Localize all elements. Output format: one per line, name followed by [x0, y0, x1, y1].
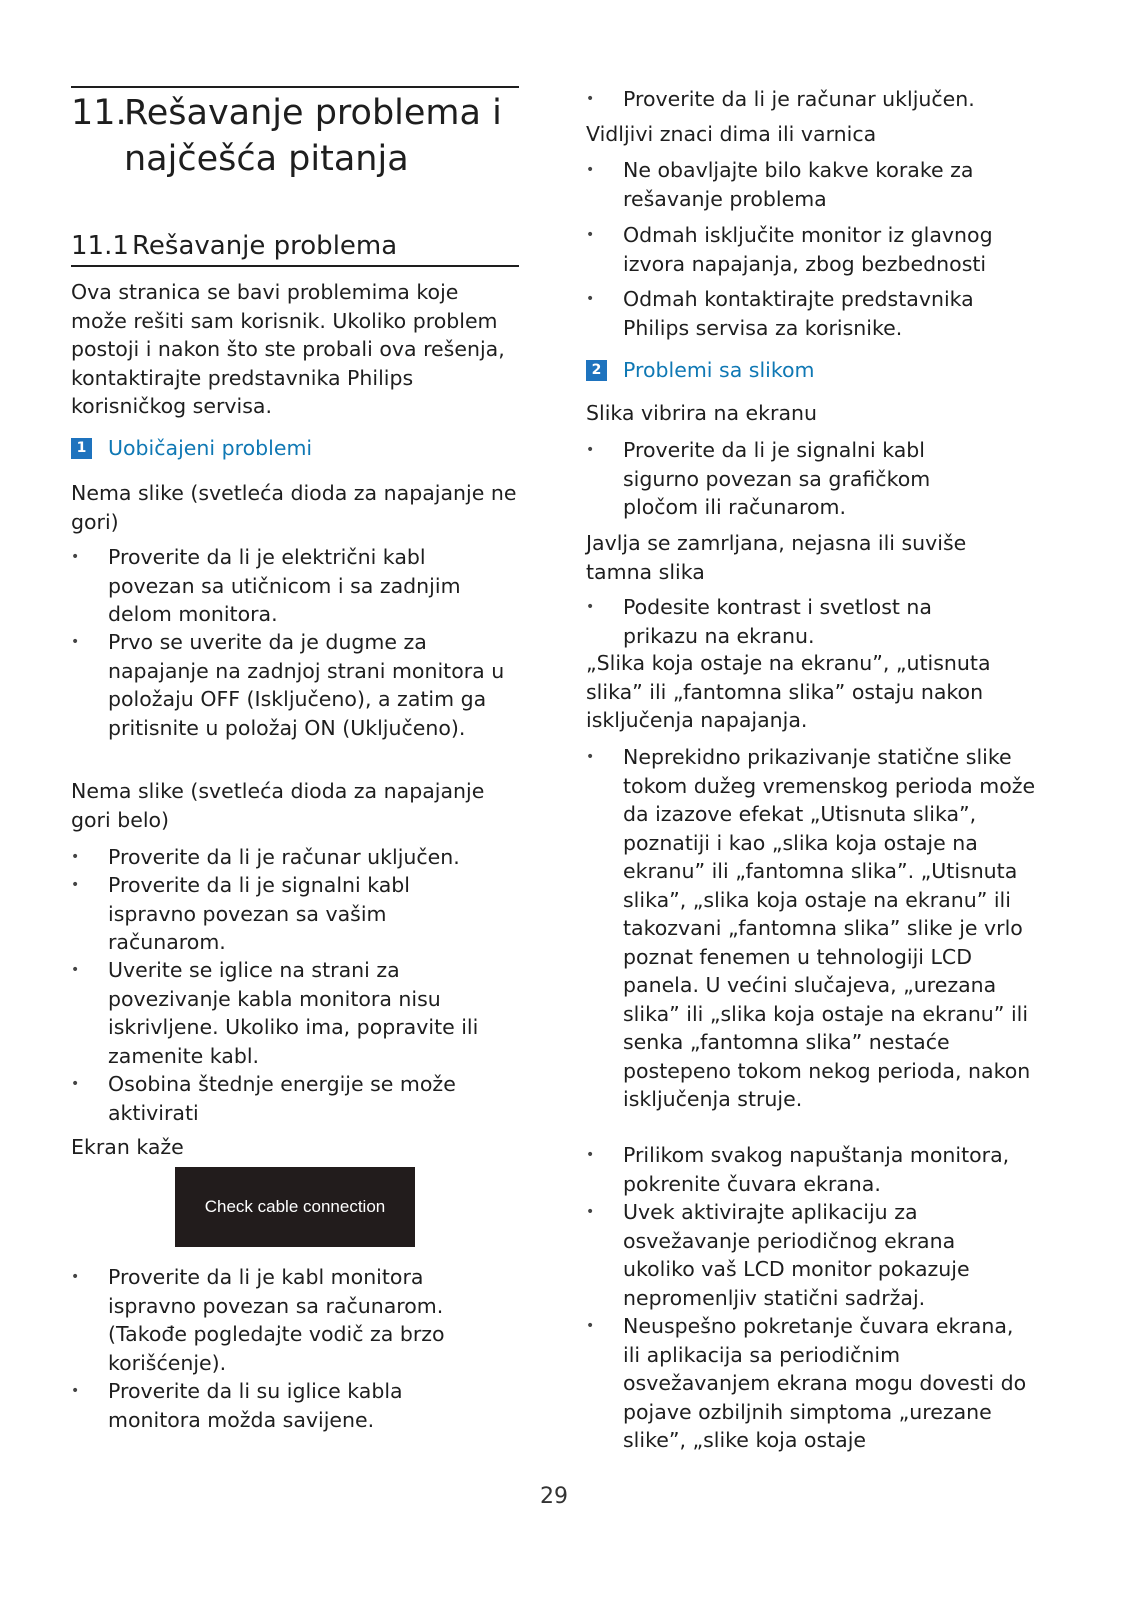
- page-number: 29: [540, 1484, 568, 1509]
- problem-heading: „Slika koja ostaje na ekranu”, „utisnuta slika” ili „fantomna slika” ostaju nakon isključenja napajanja.: [586, 651, 991, 732]
- cable-message-screen: Check cable connection: [175, 1167, 415, 1247]
- list-item-text: Proverite da li je računar uključen.: [623, 87, 975, 111]
- bullet-icon: •: [71, 1383, 80, 1399]
- bullet-icon: •: [71, 877, 80, 893]
- bullet-icon: •: [586, 291, 595, 307]
- list-item-text: Uverite se iglice na strani za povezivanje kabla monitora nisu iskrivljene. Ukoliko ima, popravite ili zamenite kabl.: [108, 958, 479, 1068]
- bullet-icon: •: [586, 91, 595, 107]
- bullet-icon: •: [71, 1269, 80, 1285]
- bullet-icon: •: [586, 162, 595, 178]
- chapter-rule: [71, 86, 519, 88]
- bullet-icon: •: [71, 634, 80, 650]
- list-item-text: Odmah kontaktirajte predstavnika Philips servisa za korisnike.: [623, 287, 974, 340]
- section-heading: [71, 230, 521, 262]
- chapter-heading: [71, 90, 521, 182]
- problem-heading: Nema slike (svetleća dioda za napajanje ne gori): [71, 481, 517, 534]
- subsection-badge: 1: [71, 438, 92, 459]
- problem-heading: Javlja se zamrljana, nejasna ili suviše tamna slika: [586, 531, 967, 584]
- list-item-text: Osobina štednje energije se može aktivirati: [108, 1072, 456, 1125]
- list-item-text: Proverite da li je kabl monitora ispravno povezan sa računarom. (Takođe pogledajte vodič za brzo korišćenje).: [108, 1265, 445, 1375]
- bullet-icon: •: [586, 1147, 595, 1163]
- subsection-badge: 2: [586, 360, 607, 381]
- bullet-icon: •: [71, 1076, 80, 1092]
- screen-says-heading: Ekran kaže: [71, 1135, 184, 1159]
- list-item-text: Prilikom svakog napuštanja monitora, pokrenite čuvara ekrana.: [623, 1143, 1010, 1196]
- list-item-text: Proverite da li je signalni kabl sigurno povezan sa grafičkom pločom ili računarom.: [623, 438, 931, 519]
- bullet-icon: •: [586, 442, 595, 458]
- chapter-number: 11.: [71, 93, 127, 133]
- list-item-text: Proverite da li je električni kabl povezan sa utičnicom i sa zadnjim delom monitora.: [108, 545, 461, 626]
- bullet-icon: •: [71, 849, 80, 865]
- list-item-text: Podesite kontrast i svetlost na prikazu na ekranu.: [623, 595, 932, 648]
- list-item-text: Uvek aktivirajte aplikaciju za osvežavanje periodičnog ekrana ukoliko vaš LCD monitor pokazuje nepromenljiv statični sadržaj.: [623, 1200, 970, 1310]
- list-item-text: Proverite da li je računar uključen.: [108, 845, 460, 869]
- bullet-icon: •: [71, 962, 80, 978]
- section-rule: [71, 265, 519, 267]
- list-item-text: Ne obavljajte bilo kakve korake za rešavanje problema: [623, 158, 974, 211]
- bullet-icon: •: [586, 599, 595, 615]
- subsection-common-problems: [71, 434, 521, 462]
- problem-heading: Nema slike (svetleća dioda za napajanje gori belo): [71, 779, 485, 832]
- problem-heading: Vidljivi znaci dima ili varnica: [586, 122, 877, 146]
- subsection-title: Uobičajeni problemi: [108, 436, 313, 460]
- subsection-image-problems: [586, 356, 1051, 384]
- list-item-text: Proverite da li je signalni kabl ispravno povezan sa vašim računarom.: [108, 873, 411, 954]
- bullet-icon: •: [586, 227, 595, 243]
- section-number: 11.1: [71, 231, 129, 261]
- subsection-title: Problemi sa slikom: [623, 358, 815, 382]
- intro-paragraph: Ova stranica se bavi problemima koje može rešiti sam korisnik. Ukoliko problem postoji i nakon što ste probali ova rešenja, kontaktirajte predstavnika Philips korisničkog servisa.: [71, 280, 505, 418]
- list-item-text: Neuspešno pokretanje čuvara ekrana, ili aplikacija sa periodičnim osvežavanjem ekrana mogu dovesti do pojave ozbiljnih simptoma „urezane slike”, „slike koja ostaje: [623, 1314, 1027, 1452]
- section-title: Rešavanje problema: [132, 231, 398, 261]
- list-item-text: Proverite da li su iglice kabla monitora možda savijene.: [108, 1379, 403, 1432]
- chapter-title: Rešavanje problema i najčešća pitanja: [124, 93, 502, 179]
- bullet-icon: •: [586, 1204, 595, 1220]
- bullet-icon: •: [586, 749, 595, 765]
- bullet-icon: •: [71, 549, 80, 565]
- problem-heading: Slika vibrira na ekranu: [586, 401, 817, 425]
- list-item-text: Prvo se uverite da je dugme za napajanje na zadnjoj strani monitora u položaju OFF (Isključeno), a zatim ga pritisnite u položaj ON (Uključeno).: [108, 630, 505, 740]
- list-item-text: Odmah isključite monitor iz glavnog izvora napajanja, zbog bezbednosti: [623, 223, 993, 276]
- bullet-icon: •: [586, 1318, 595, 1334]
- list-item-text: Neprekidno prikazivanje statične slike tokom dužeg vremenskog perioda može da izazove efekat „Utisnuta slika”, poznatiji i kao „slika koja ostaje na ekranu” ili „fantomna slika”. „Utisnuta slika”, „slika koja ostaje na ekranu” ili takozvani „fantomna slika” slike je vrlo poznat fenemen u tehnologiji LCD panela. U većini slučajeva, „urezana slika” ili „slika koja ostaje na ekranu” ili senka „fantomna slika” nestaće postepeno tokom nekog perioda, nakon isključenja struje.: [623, 745, 1036, 1111]
